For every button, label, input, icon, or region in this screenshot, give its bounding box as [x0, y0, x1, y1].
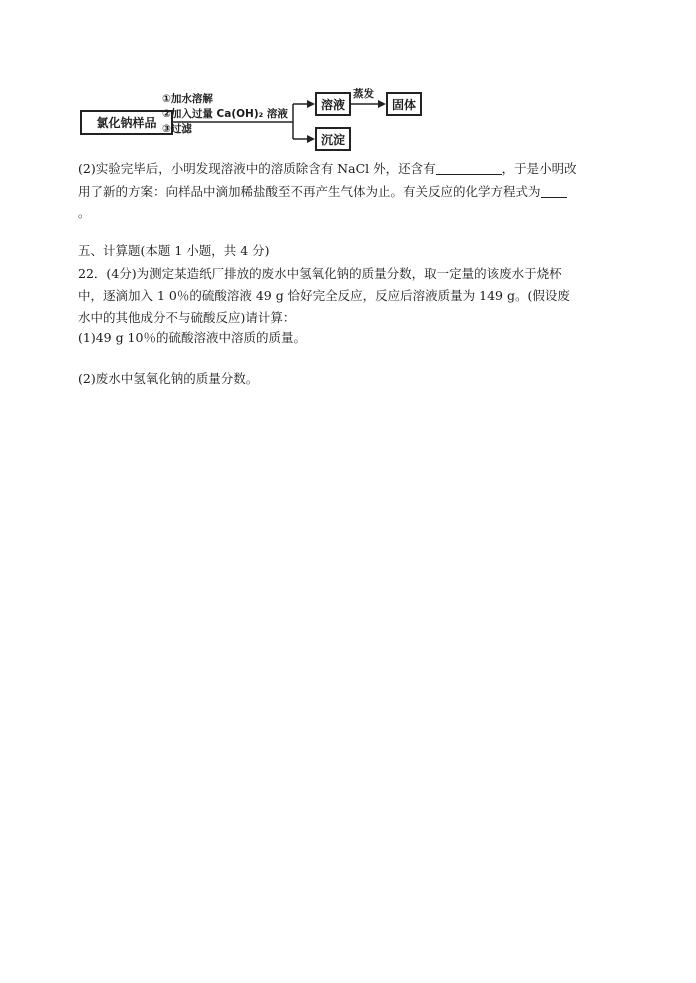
- q2-line2-text: 用了新的方案：向样品中滴加稀盐酸至不再产生气体为止。有关反应的化学方程式为: [78, 184, 541, 199]
- q2-line3-text: 。: [78, 205, 91, 220]
- sample-box-label: 氯化钠样品: [96, 116, 157, 130]
- q2-line1: [78, 158, 626, 179]
- sample-box: [80, 110, 173, 135]
- solid-box: [386, 92, 422, 116]
- q22-line3: 水中的其他成分不与硫酸反应)请计算：: [78, 310, 296, 325]
- answer-blank-2[interactable]: [541, 183, 567, 198]
- precipitate-box-label: 沉淀: [320, 132, 345, 147]
- step1-label: ①加水溶解: [162, 93, 213, 105]
- solution-box: [315, 92, 351, 116]
- step3-label: ③过滤: [162, 123, 192, 135]
- evaporate-label: 蒸发: [353, 88, 374, 100]
- q2-line1-text-b: ，于是小明改: [501, 161, 577, 176]
- q2-line1-text-a: (2)实验完毕后，小明发现溶液中的溶质除含有 NaCl 外，还含有: [78, 161, 436, 176]
- step2-label: ②加入过量 Ca(OH)₂ 溶液: [162, 108, 288, 120]
- solution-box-label: 溶液: [320, 97, 345, 112]
- q22-line1: 22．(4分)为测定某造纸厂排放的废水中氢氧化钠的质量分数，取一定量的该废水于烧杯: [78, 266, 562, 281]
- q22-sub2: (2)废水中氢氧化钠的质量分数。: [78, 371, 259, 386]
- solid-box-label: 固体: [391, 97, 416, 112]
- section5-heading: 五、计算题(本题 1 小题，共 4 分): [78, 243, 270, 258]
- q2-line3: [78, 202, 626, 223]
- q2-line2: [78, 181, 626, 202]
- q22-sub1: (1)49 g 10％的硫酸溶液中溶质的质量。: [78, 330, 306, 345]
- q22-line2: 中，逐滴加入 1 0％的硫酸溶液 49 g 恰好完全反应，反应后溶液质量为 149 g。(假设废: [78, 288, 570, 303]
- experiment-flow-diagram: [80, 88, 440, 158]
- answer-blank-1[interactable]: [436, 160, 502, 175]
- precipitate-box: [315, 127, 351, 151]
